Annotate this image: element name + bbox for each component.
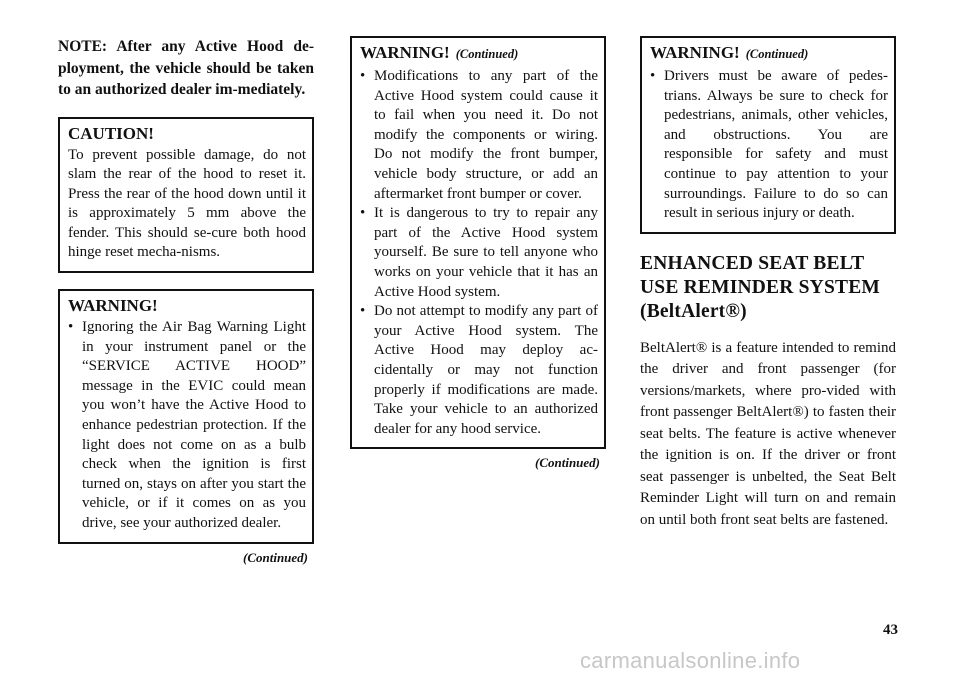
column-middle [350,36,606,471]
bullet: • [68,319,74,336]
note-label: NOTE: [58,38,108,55]
note-paragraph [58,36,314,101]
note-text: After any Active Hood de-ployment, the vehicle should be taken to an authorized dealer im-mediately. [58,38,314,98]
caution-text: To prevent possible damage, do not slam the rear of the hood to reset it. Press the rear of the hood down until it is approximately 5 mm above the fender. This should se-cure both hood hinge reset mecha-nisms. [68,146,306,261]
warning-item: • It is dangerous to try to repair any part of the Active Hood system yourself. Be sure to tell anyone who works on your vehicle that it has an Active Hood system. [360,205,598,300]
warning-item: • Drivers must be aware of pedes-trians. Always be sure to check for pedestrians, animals, other vehicles, and obstructions. You are responsible for safety and must continue to pay attention to your surroundings. Failure to do so can result in serious injury or death. [650,68,888,222]
warning-box-2 [350,36,606,449]
warning-box-3 [640,36,896,234]
page-number: 43 [883,622,898,638]
warning-item: • Ignoring the Air Bag Warning Light in your instrument panel or the “SERVICE ACTIVE HOOD” message in the EVIC could mean you won’t have the Active Hood to enhance pedestrian protection. If the light does not come on as a bulb check when the ignition is first turned on, stays on after you start the vehicle, or if it comes on as you drive, see your authorized dealer. [68,319,306,531]
bullet: • [650,68,656,84]
warning-list-3 [650,67,888,224]
caution-title: CAUTION! [68,123,154,143]
section-heading: ENHANCED SEAT BELT USE REMINDER SYSTEM (BeltAlert®) [640,252,881,322]
warning-title-3: WARNING! (Continued) [650,43,809,62]
warning-item: • Do not attempt to modify any part of your Active Hood system. The Active Hood may deploy ac-cidentally or may not function properly if modifications are made. Take your vehicle to an authorized dealer for any hood service. [360,303,598,437]
caution-box [58,117,314,274]
continued-label-1: (Continued) [242,549,308,565]
continued-label-2: (Continued) [534,455,600,471]
warning-title-2: WARNING! (Continued) [360,43,519,62]
continued-tag-2: (Continued) [455,47,519,61]
warning-item: • Modifications to any part of the Active Hood system could cause it to fail when you need it. Do not modify the components or wiring. Do not modify the front bumper, vehicle body structure, or add an aftermarket front bumper or cover. [360,68,598,202]
section-paragraph: BeltAlert® is a feature intended to remind the driver and front passenger (for versions/markets, where pro-vided with front passenger BeltAlert®) to fasten their seat belts. The feature is active whenever the ignition is on. If the driver or front seat passenger is unbelted, the Seat Belt Reminder Light will turn on and remain on until both front seat belts are fastened. [640,339,896,528]
warning-title-1: WARNING! [68,296,158,316]
bullet: • [360,303,366,320]
continued-tag-3: (Continued) [745,47,809,61]
column-right [640,36,896,531]
bullet: • [360,205,366,222]
warning-box-1 [58,289,314,544]
watermark-text: carmanualsonline.info [580,648,801,673]
warning-list-1 [68,318,306,534]
column-left [58,36,314,566]
bullet: • [360,68,366,84]
warning-list-2 [360,67,598,439]
